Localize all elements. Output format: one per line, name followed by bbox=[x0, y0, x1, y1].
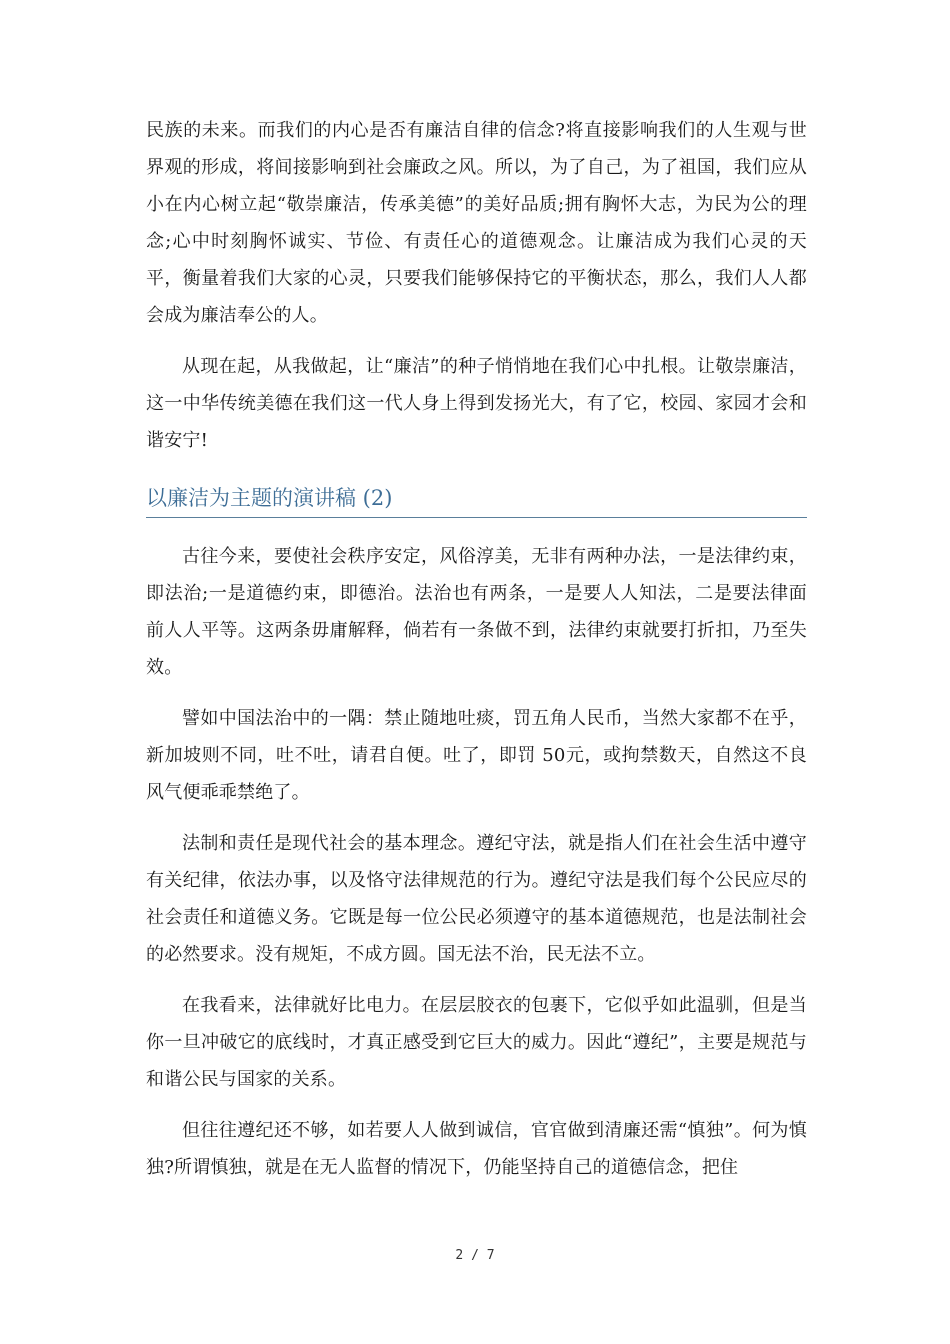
paragraph: 但往往遵纪还不够，如若要人人做到诚信，官官做到清廉还需“慎独”。何为慎独?所谓慎独，就是在无人监督的情况下，仍能坚持自己的道德信念，把住 bbox=[146, 1120, 807, 1178]
page-number: 2 / 7 bbox=[455, 1248, 495, 1263]
paragraph: 古往今来，要使社会秩序安定，风俗淳美，无非有两种办法，一是法律约束，即法治;一是道德约束，即德治。法治也有两条，一是要人人知法，二是要法律面前人人平等。这两条毋庸解释，倘若有一条做不到，法律约束就要打折扣，乃至失效。 bbox=[146, 546, 807, 678]
paragraph-continuation: 民族的未来。而我们的内心是否有廉洁自律的信念?将直接影响我们的人生观与世界观的形成，将间接影响到社会廉政之风。所以，为了自己，为了祖国，我们应从小在内心树立起“敬崇廉洁，传承美德”的美好品质;拥有胸怀大志，为民为公的理念;心中时刻胸怀诚实、节俭、有责任心的道德观念。让廉洁成为我们心灵的天平，衡量着我们大家的心灵，只要我们能够保持它的平衡状态，那么，我们人人都会成为廉洁奉公的人。 bbox=[146, 120, 807, 326]
paragraph: 在我看来，法律就好比电力。在层层胶衣的包裹下，它似乎如此温驯，但是当你一旦冲破它的底线时，才真正感受到它巨大的威力。因此“遵纪”，主要是规范与和谐公民与国家的关系。 bbox=[146, 995, 807, 1090]
section-heading: 以廉洁为主题的演讲稿 (2) bbox=[146, 483, 807, 518]
paragraph: 法制和责任是现代社会的基本理念。遵纪守法，就是指人们在社会生活中遵守有关纪律，依法办事，以及恪守法律规范的行为。遵纪守法是我们每个公民应尽的社会责任和道德义务。它既是每一位公民必须遵守的基本道德规范，也是法制社会的必然要求。没有规矩，不成方圆。国无法不治，民无法不立。 bbox=[146, 833, 807, 965]
paragraph: 譬如中国法治中的一隅：禁止随地吐痰，罚五角人民币，当然大家都不在乎，新加坡则不同，吐不吐，请君自便。吐了，即罚 50元，或拘禁数天，自然这不良风气便乖乖禁绝了。 bbox=[146, 708, 807, 803]
document-body bbox=[146, 112, 807, 1200]
paragraph: 从现在起，从我做起，让“廉洁”的种子悄悄地在我们心中扎根。让敬崇廉洁，这一中华传统美德在我们这一代人身上得到发扬光大，有了它，校园、家园才会和谐安宁! bbox=[146, 356, 807, 451]
